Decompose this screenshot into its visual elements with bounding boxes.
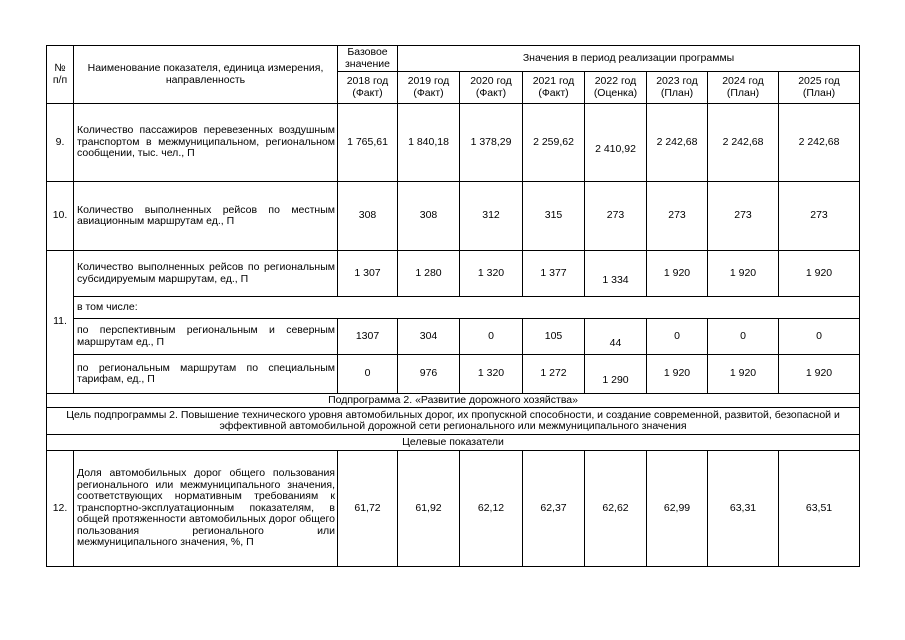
- row-name: по перспективным региональным и северным маршрутам ед., П: [74, 319, 338, 355]
- cell-value: 1 272: [523, 355, 585, 394]
- header-base: Базовое значение: [338, 46, 398, 72]
- row-name: Количество выполненных рейсов по местным авиационным маршрутам ед., П: [74, 182, 338, 251]
- header-num: № п/п: [47, 46, 74, 104]
- header-year-2024: 2024 год (План): [708, 72, 779, 104]
- cell-value: 1 290: [585, 355, 647, 394]
- header-year-2020: 2020 год (Факт): [460, 72, 523, 104]
- cell-value: 0: [338, 355, 398, 394]
- header-period: Значения в период реализации программы: [398, 46, 860, 72]
- cell-value: 1 320: [460, 355, 523, 394]
- cell-value: 1 920: [708, 251, 779, 297]
- row-num: 11.: [47, 251, 74, 394]
- cell-value: 63,51: [779, 451, 860, 567]
- cell-value: 1 920: [647, 251, 708, 297]
- subprogram-goal: Цель подпрограммы 2. Повышение технического уровня автомобильных дорог, их пропускной способности, и создание современной, развитой, безопасной и эффективной автомобильной дорожной сети регионального или межмуниципального значения: [47, 408, 860, 435]
- cell-value: 1 377: [523, 251, 585, 297]
- cell-value: 308: [338, 182, 398, 251]
- cell-value: 273: [779, 182, 860, 251]
- table-row: [47, 408, 860, 435]
- row-name: Доля автомобильных дорог общего пользования регионального или межмуниципального значения, соответствующих нормативным требованиям к транспортно-эксплуатационным показателям, в общей протяженности автомобильных дорог общего пользования регионального или межмуниципального значения, %, П: [74, 451, 338, 567]
- cell-value: 1 765,61: [338, 104, 398, 182]
- row-num: 12.: [47, 451, 74, 567]
- row-num: 9.: [47, 104, 74, 182]
- target-indicators-title: Целевые показатели: [47, 435, 860, 451]
- cell-value: 105: [523, 319, 585, 355]
- table-row: [47, 104, 860, 182]
- header-year-2022: 2022 год (Оценка): [585, 72, 647, 104]
- including-label: в том числе:: [74, 297, 860, 319]
- cell-value: 62,12: [460, 451, 523, 567]
- table-row: [47, 251, 860, 297]
- cell-value: 61,92: [398, 451, 460, 567]
- cell-value: 1 920: [647, 355, 708, 394]
- cell-value: 1 280: [398, 251, 460, 297]
- header-year-2021: 2021 год (Факт): [523, 72, 585, 104]
- row-name: по региональным маршрутам по специальным тарифам, ед., П: [74, 355, 338, 394]
- header-year-2023: 2023 год (План): [647, 72, 708, 104]
- cell-value: 0: [460, 319, 523, 355]
- row-name: Количество выполненных рейсов по региональным субсидируемым маршрутам, ед., П: [74, 251, 338, 297]
- cell-value: 62,62: [585, 451, 647, 567]
- cell-value: 304: [398, 319, 460, 355]
- table-row: [47, 435, 860, 451]
- cell-value: 1 920: [779, 355, 860, 394]
- cell-value: 2 410,92: [585, 104, 647, 182]
- table-row: [47, 451, 860, 567]
- cell-value: 2 242,68: [708, 104, 779, 182]
- cell-value: 1 334: [585, 251, 647, 297]
- header-year-2019: 2019 год (Факт): [398, 72, 460, 104]
- cell-value: 315: [523, 182, 585, 251]
- cell-value: 0: [647, 319, 708, 355]
- cell-value: 273: [647, 182, 708, 251]
- cell-value: 1 378,29: [460, 104, 523, 182]
- cell-value: 2 242,68: [647, 104, 708, 182]
- table-row: [47, 394, 860, 408]
- cell-value: 273: [585, 182, 647, 251]
- header-name: Наименование показателя, единица измерения, направленность: [74, 46, 338, 104]
- cell-value: 2 242,68: [779, 104, 860, 182]
- cell-value: 1 840,18: [398, 104, 460, 182]
- cell-value: 273: [708, 182, 779, 251]
- cell-value: 0: [708, 319, 779, 355]
- cell-value: 61,72: [338, 451, 398, 567]
- cell-value: 1 307: [338, 251, 398, 297]
- row-num: 10.: [47, 182, 74, 251]
- cell-value: 62,37: [523, 451, 585, 567]
- cell-value: 2 259,62: [523, 104, 585, 182]
- subprogram-title: Подпрограмма 2. «Развитие дорожного хозяйства»: [47, 394, 860, 408]
- cell-value: 976: [398, 355, 460, 394]
- table-row: [47, 182, 860, 251]
- cell-value: 62,99: [647, 451, 708, 567]
- cell-value: 1307: [338, 319, 398, 355]
- cell-value: 1 920: [779, 251, 860, 297]
- cell-value: 1 920: [708, 355, 779, 394]
- indicators-table: [46, 45, 860, 567]
- table-row: [47, 355, 860, 394]
- cell-value: 44: [585, 319, 647, 355]
- cell-value: 1 320: [460, 251, 523, 297]
- cell-value: 308: [398, 182, 460, 251]
- table-row: [47, 319, 860, 355]
- cell-value: 0: [779, 319, 860, 355]
- header-year-2025: 2025 год (План): [779, 72, 860, 104]
- header-year-2018: 2018 год (Факт): [338, 72, 398, 104]
- row-name: Количество пассажиров перевезенных воздушным транспортом в межмуниципальном, региональном сообщении, тыс. чел., П: [74, 104, 338, 182]
- cell-value: 312: [460, 182, 523, 251]
- table-row: [47, 297, 860, 319]
- cell-value: 63,31: [708, 451, 779, 567]
